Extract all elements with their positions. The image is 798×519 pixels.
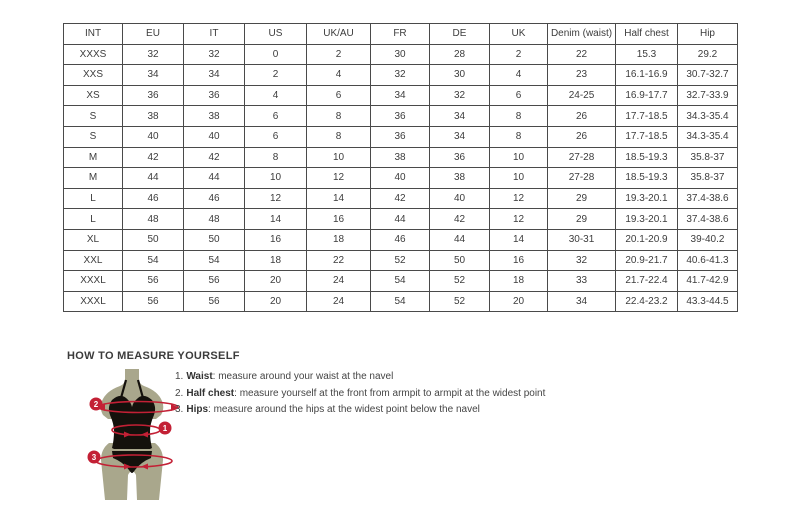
table-row <box>64 106 738 127</box>
table-cell: 44 <box>123 168 184 189</box>
table-cell: 17.7-18.5 <box>616 106 678 127</box>
table-cell: 12 <box>490 188 548 209</box>
table-cell: 10 <box>307 147 371 168</box>
step-text: : measure around the hips at the widest point below the navel <box>208 404 480 415</box>
table-cell: 0 <box>245 44 307 65</box>
table-cell: 33 <box>548 271 616 292</box>
table-cell: XXXL <box>64 291 123 312</box>
table-cell: 14 <box>490 229 548 250</box>
table-cell: 12 <box>245 188 307 209</box>
table-cell: 32 <box>430 85 490 106</box>
table-cell: 30 <box>371 44 430 65</box>
table-cell: 19.3-20.1 <box>616 188 678 209</box>
table-cell: 42 <box>123 147 184 168</box>
table-row <box>64 209 738 230</box>
table-cell: 20 <box>245 291 307 312</box>
table-cell: 24 <box>307 291 371 312</box>
table-cell: 18.5-19.3 <box>616 168 678 189</box>
table-cell: 2 <box>245 65 307 86</box>
table-cell: 20.9-21.7 <box>616 250 678 271</box>
table-cell: 8 <box>490 106 548 127</box>
table-cell: 22 <box>548 44 616 65</box>
table-row <box>64 85 738 106</box>
table-cell: 56 <box>184 291 245 312</box>
table-cell: 20 <box>490 291 548 312</box>
table-cell: S <box>64 126 123 147</box>
table-cell: 6 <box>490 85 548 106</box>
table-cell: 46 <box>123 188 184 209</box>
table-cell: 36 <box>123 85 184 106</box>
table-cell: 38 <box>123 106 184 127</box>
table-cell: 34 <box>430 126 490 147</box>
table-cell: 36 <box>371 106 430 127</box>
table-cell: XXXL <box>64 271 123 292</box>
step-text: : measure around your waist at the navel <box>212 371 394 382</box>
table-cell: 37.4-38.6 <box>678 188 738 209</box>
table-cell: 29 <box>548 188 616 209</box>
table-cell: XL <box>64 229 123 250</box>
table-cell: 56 <box>184 271 245 292</box>
table-cell: 32.7-33.9 <box>678 85 738 106</box>
table-cell: 40 <box>430 188 490 209</box>
table-cell: 50 <box>430 250 490 271</box>
table-cell: 10 <box>245 168 307 189</box>
table-cell: 40 <box>184 126 245 147</box>
table-cell: M <box>64 147 123 168</box>
table-cell: 29 <box>548 209 616 230</box>
column-header: UK <box>490 24 548 45</box>
table-cell: 32 <box>548 250 616 271</box>
table-cell: 22 <box>307 250 371 271</box>
table-cell: 28 <box>430 44 490 65</box>
table-cell: 52 <box>430 291 490 312</box>
table-cell: 36 <box>184 85 245 106</box>
table-cell: 16 <box>307 209 371 230</box>
table-cell: XXS <box>64 65 123 86</box>
table-cell: 42 <box>430 209 490 230</box>
measure-steps <box>175 371 545 421</box>
table-cell: 54 <box>184 250 245 271</box>
table-cell: 10 <box>490 168 548 189</box>
column-header: EU <box>123 24 184 45</box>
table-cell: 2 <box>490 44 548 65</box>
table-cell: 36 <box>430 147 490 168</box>
table-cell: 50 <box>184 229 245 250</box>
table-cell: 26 <box>548 106 616 127</box>
table-cell: 2 <box>307 44 371 65</box>
table-cell: 16.9-17.7 <box>616 85 678 106</box>
table-cell: 12 <box>307 168 371 189</box>
table-cell: 8 <box>245 147 307 168</box>
table-cell: 20 <box>245 271 307 292</box>
column-header: INT <box>64 24 123 45</box>
table-row <box>64 147 738 168</box>
table-cell: 34 <box>123 65 184 86</box>
table-cell: 42 <box>184 147 245 168</box>
table-cell: 54 <box>371 291 430 312</box>
table-cell: 38 <box>430 168 490 189</box>
table-row <box>64 291 738 312</box>
column-header: US <box>245 24 307 45</box>
table-cell: 20.1-20.9 <box>616 229 678 250</box>
table-cell: 27-28 <box>548 168 616 189</box>
table-cell: 18 <box>245 250 307 271</box>
table-cell: 48 <box>123 209 184 230</box>
table-cell: 32 <box>371 65 430 86</box>
table-row <box>64 229 738 250</box>
column-header: Half chest <box>616 24 678 45</box>
table-cell: 44 <box>430 229 490 250</box>
table-cell: 8 <box>307 106 371 127</box>
table-row <box>64 126 738 147</box>
table-cell: XXXS <box>64 44 123 65</box>
table-cell: 34 <box>371 85 430 106</box>
table-cell: 32 <box>123 44 184 65</box>
table-cell: 30 <box>430 65 490 86</box>
table-cell: 8 <box>307 126 371 147</box>
table-cell: 4 <box>307 65 371 86</box>
table-cell: 38 <box>184 106 245 127</box>
step-number: 2. <box>175 387 184 399</box>
table-cell: 10 <box>490 147 548 168</box>
table-cell: 54 <box>123 250 184 271</box>
table-cell: 22.4-23.2 <box>616 291 678 312</box>
column-header: UK/AU <box>307 24 371 45</box>
size-table <box>63 23 738 312</box>
table-cell: XS <box>64 85 123 106</box>
mannequin-illustration <box>84 367 182 503</box>
table-cell: 34 <box>548 291 616 312</box>
table-cell: 24 <box>307 271 371 292</box>
table-cell: 4 <box>245 85 307 106</box>
column-header: FR <box>371 24 430 45</box>
table-cell: 4 <box>490 65 548 86</box>
size-table-body <box>64 44 738 312</box>
table-cell: 46 <box>371 229 430 250</box>
table-cell: XXL <box>64 250 123 271</box>
table-cell: 18.5-19.3 <box>616 147 678 168</box>
table-cell: 19.3-20.1 <box>616 209 678 230</box>
measure-step-hips <box>175 404 545 415</box>
table-cell: 14 <box>245 209 307 230</box>
table-cell: 48 <box>184 209 245 230</box>
table-cell: 30-31 <box>548 229 616 250</box>
table-cell: 26 <box>548 126 616 147</box>
table-cell: 34.3-35.4 <box>678 126 738 147</box>
table-cell: 44 <box>184 168 245 189</box>
table-cell: 50 <box>123 229 184 250</box>
table-cell: 6 <box>307 85 371 106</box>
table-cell: L <box>64 209 123 230</box>
table-cell: 52 <box>430 271 490 292</box>
column-header: Hip <box>678 24 738 45</box>
table-cell: 23 <box>548 65 616 86</box>
table-cell: 38 <box>371 147 430 168</box>
table-cell: 27-28 <box>548 147 616 168</box>
chest-badge-number: 2 <box>93 400 99 409</box>
table-cell: 40.6-41.3 <box>678 250 738 271</box>
table-cell: 16.1-16.9 <box>616 65 678 86</box>
table-row <box>64 44 738 65</box>
table-cell: 12 <box>490 209 548 230</box>
table-cell: 6 <box>245 106 307 127</box>
table-cell: 54 <box>371 271 430 292</box>
table-cell: 21.7-22.4 <box>616 271 678 292</box>
table-cell: 34 <box>184 65 245 86</box>
measure-section-title: HOW TO MEASURE YOURSELF <box>67 350 240 362</box>
step-label: Waist <box>186 371 213 382</box>
column-header: Denim (waist) <box>548 24 616 45</box>
table-row <box>64 271 738 292</box>
table-cell: M <box>64 168 123 189</box>
table-cell: 44 <box>371 209 430 230</box>
table-cell: S <box>64 106 123 127</box>
table-cell: 6 <box>245 126 307 147</box>
table-cell: 30.7-32.7 <box>678 65 738 86</box>
table-cell: 42 <box>371 188 430 209</box>
column-header: IT <box>184 24 245 45</box>
table-cell: L <box>64 188 123 209</box>
step-number: 3. <box>175 404 184 415</box>
table-cell: 29.2 <box>678 44 738 65</box>
table-row <box>64 65 738 86</box>
table-cell: 56 <box>123 271 184 292</box>
table-cell: 16 <box>490 250 548 271</box>
table-cell: 14 <box>307 188 371 209</box>
table-cell: 15.3 <box>616 44 678 65</box>
step-text: : measure yourself at the front from armpit to armpit at the widest point <box>234 387 546 399</box>
table-cell: 41.7-42.9 <box>678 271 738 292</box>
table-cell: 24-25 <box>548 85 616 106</box>
table-cell: 56 <box>123 291 184 312</box>
size-table-header-row <box>64 24 738 45</box>
table-cell: 39-40.2 <box>678 229 738 250</box>
table-cell: 40 <box>371 168 430 189</box>
hips-badge-number: 3 <box>91 453 97 462</box>
table-cell: 34.3-35.4 <box>678 106 738 127</box>
measure-step-waist <box>175 371 545 382</box>
table-cell: 36 <box>371 126 430 147</box>
table-cell: 18 <box>490 271 548 292</box>
table-cell: 35.8-37 <box>678 147 738 168</box>
table-cell: 8 <box>490 126 548 147</box>
measure-figure <box>84 367 182 503</box>
table-cell: 37.4-38.6 <box>678 209 738 230</box>
table-row <box>64 188 738 209</box>
measure-step-half-chest <box>175 388 545 399</box>
table-cell: 18 <box>307 229 371 250</box>
table-cell: 32 <box>184 44 245 65</box>
table-cell: 40 <box>123 126 184 147</box>
table-cell: 52 <box>371 250 430 271</box>
table-cell: 16 <box>245 229 307 250</box>
table-row <box>64 250 738 271</box>
column-header: DE <box>430 24 490 45</box>
table-cell: 46 <box>184 188 245 209</box>
table-row <box>64 168 738 189</box>
table-cell: 17.7-18.5 <box>616 126 678 147</box>
step-label: Hips <box>186 404 209 415</box>
table-cell: 35.8-37 <box>678 168 738 189</box>
table-cell: 34 <box>430 106 490 127</box>
step-number: 1. <box>175 371 184 382</box>
table-cell: 43.3-44.5 <box>678 291 738 312</box>
waist-badge-number: 1 <box>162 424 168 433</box>
step-label: Half chest <box>186 387 235 399</box>
